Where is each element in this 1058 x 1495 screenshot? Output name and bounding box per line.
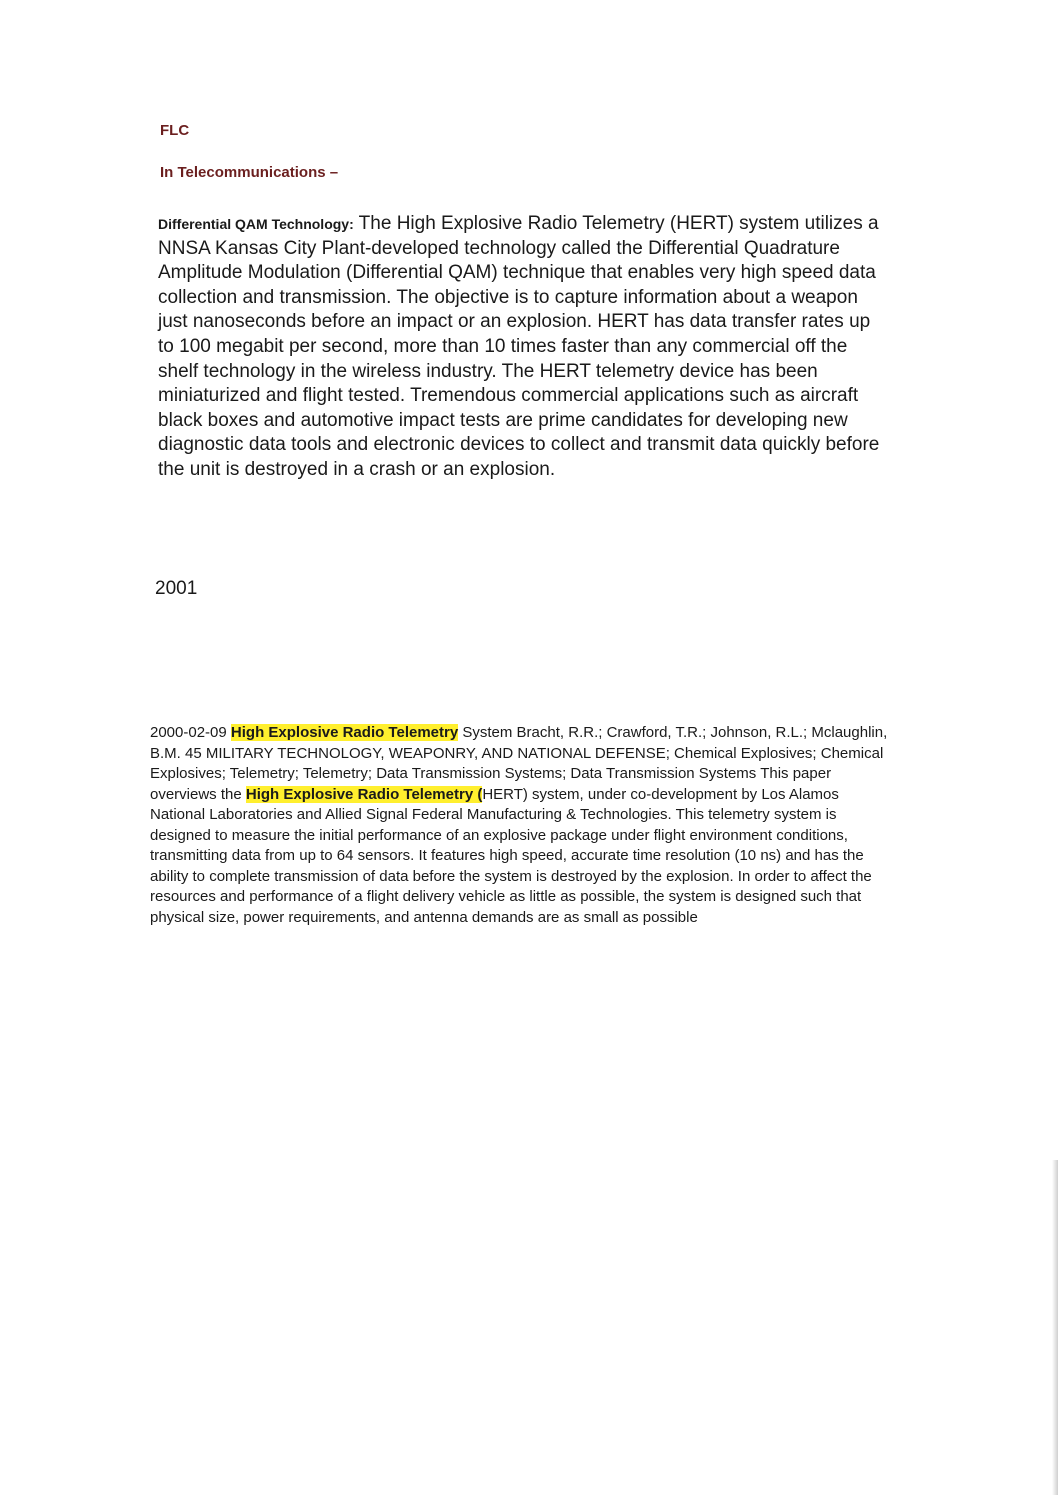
document-header: FLC [160,122,190,139]
main-paragraph [158,212,886,483]
scan-edge-shadow [1052,1160,1058,1495]
paragraph-lead: Differential QAM Technology: [158,216,354,232]
reference-paragraph [150,723,888,928]
year-label: 2001 [155,578,198,599]
reference-date: 2000-02-09 [150,724,231,741]
section-heading: In Telecommunications – [160,164,339,181]
paragraph-body: The High Explosive Radio Telemetry (HERT) system utilizes a NNSA Kansas City Plant-developed technology called the Differential Quadrature Amplitude Modulation (Differential QAM) technique that enables very high speed data collection and transmission. The objective is to capture information about a weapon just nanoseconds before an impact or an explosion. HERT has data transfer rates up to 100 megabit per second, more than 10 times faster than any commercial off the shelf technology in the wireless industry. The HERT telemetry device has been miniaturized and flight tested. Tremendous commercial applications such as aircraft black boxes and automotive impact tests are prime candidates for developing new diagnostic data tools and electronic devices to collect and transmit data quickly before the unit is destroyed in a crash or an explosion. [158,213,880,480]
reference-text: HERT) system, under co-development by Los Alamos National Laboratories and Allied Signal Federal Manufacturing & Technologies. This telemetry system is designed to measure the initial performance of an explosive package under flight environment conditions, transmitting data from up to 64 sensors. It features high speed, accurate time resolution (10 ns) and has the ability to complete transmission of data before the system is destroyed by the explosion. In order to affect the resources and performance of a flight delivery vehicle as little as possible, the system is designed such that physical size, power requirements, and antenna demands are as small as possible [150,785,872,926]
highlighted-term: High Explosive Radio Telemetry ( [245,785,483,803]
reference-text: System Bracht, R.R.; Crawford, T.R.; Johnson, R.L.; Mclaughlin, B.M. 45 MILITARY TECHNOLOGY, WEAPONRY, AND NATIONAL DEFENSE; Chemical Explosives; Chemical Explosives; Telemetry; Telemetry; Data Transmission Systems; Data Transmission Systems This paper overviews the [150,724,888,803]
highlighted-term: High Explosive Radio Telemetry [230,724,459,741]
